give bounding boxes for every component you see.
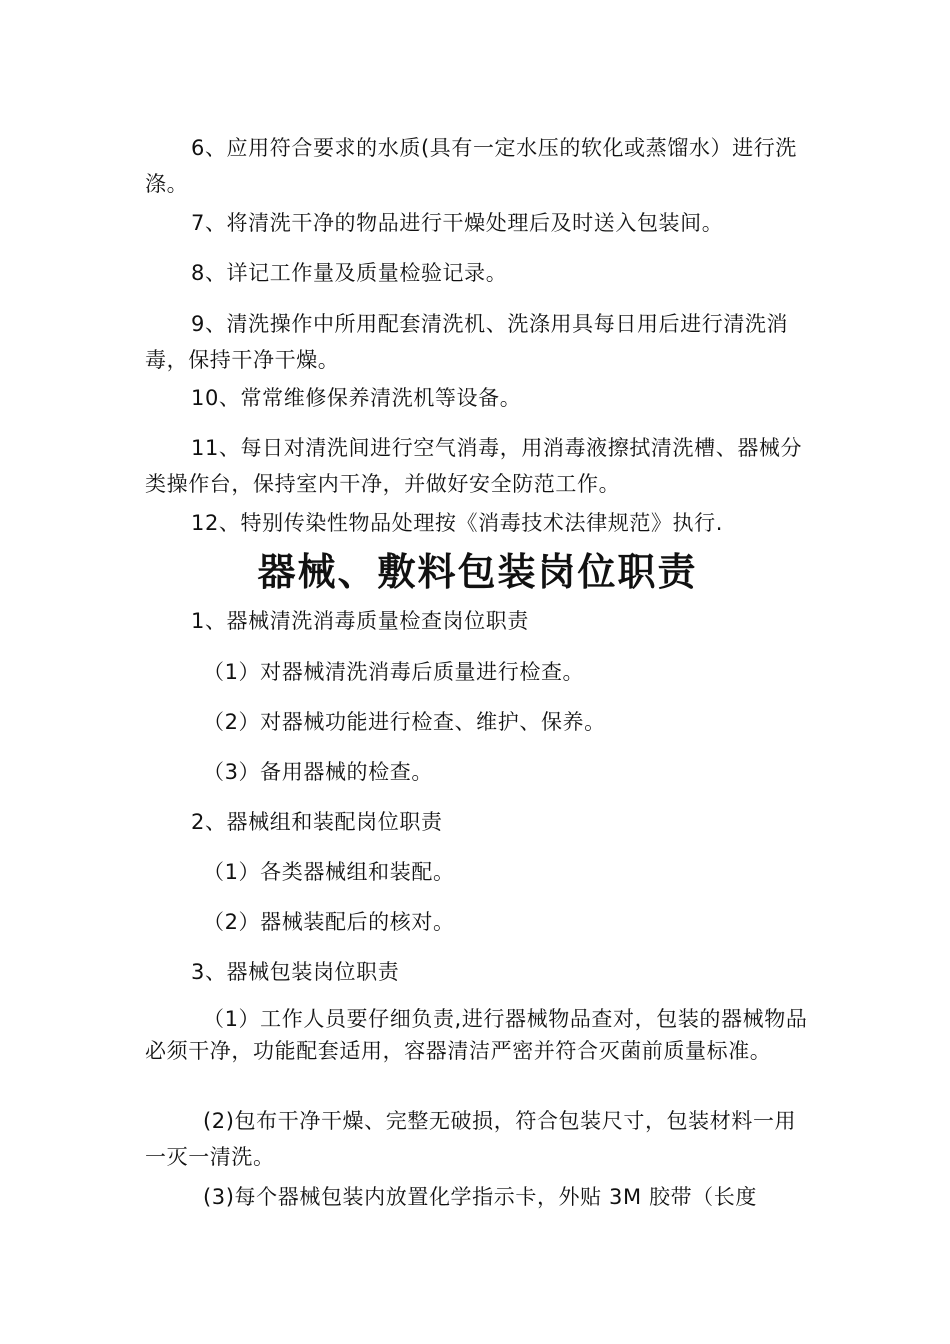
list-item: (2)包布干净干燥、完整无破损，符合包装尺寸，包装材料一用一灭一清洗。 xyxy=(145,1109,797,1169)
subsection-heading-2: 2、器械组和装配岗位职责 xyxy=(191,810,443,834)
list-item: （1）各类器械组和装配。 xyxy=(203,860,455,884)
paragraph-item-9: 9、清洗操作中所用配套清洗机、洗涤用具每日用后进行清洗消毒，保持干净干燥。 xyxy=(145,312,789,372)
list-item: （1）工作人员要仔细负责,进行器械物品查对，包装的器械物品必须干净，功能配套适用，容器清洁严密并符合灭菌前质量标准。 xyxy=(145,1007,808,1063)
subsection-heading-1: 1、器械清洗消毒质量检查岗位职责 xyxy=(191,609,529,633)
subsection-heading-3: 3、器械包装岗位职责 xyxy=(191,960,400,984)
paragraph-item-6: 6、应用符合要求的水质(具有一定水压的软化或蒸馏水）进行洗涤。 xyxy=(145,136,797,196)
list-item: （2）器械装配后的核对。 xyxy=(203,910,455,934)
list-item: （3）备用器械的检查。 xyxy=(203,760,433,784)
paragraph-item-8: 8、详记工作量及质量检验记录。 xyxy=(191,261,508,285)
paragraph-item-10: 10、常常维修保养清洗机等设备。 xyxy=(191,386,522,410)
list-item: （2）对器械功能进行检查、维护、保养。 xyxy=(203,710,606,734)
list-item: (3)每个器械包装内放置化学指示卡，外贴 3M 胶带（长度 xyxy=(203,1185,757,1209)
paragraph-item-11: 11、每日对清洗间进行空气消毒，用消毒液擦拭清洗槽、器械分类操作台，保持室内干净，并做好安全防范工作。 xyxy=(145,436,803,496)
list-item: （1）对器械清洗消毒后质量进行检查。 xyxy=(203,660,585,684)
paragraph-item-12: 12、特别传染性物品处理按《消毒技术法律规范》执行. xyxy=(191,511,723,535)
section-title: 器械、敷料包装岗位职责 xyxy=(257,549,698,594)
paragraph-item-7: 7、将清洗干净的物品进行干燥处理后及时送入包装间。 xyxy=(191,211,724,235)
